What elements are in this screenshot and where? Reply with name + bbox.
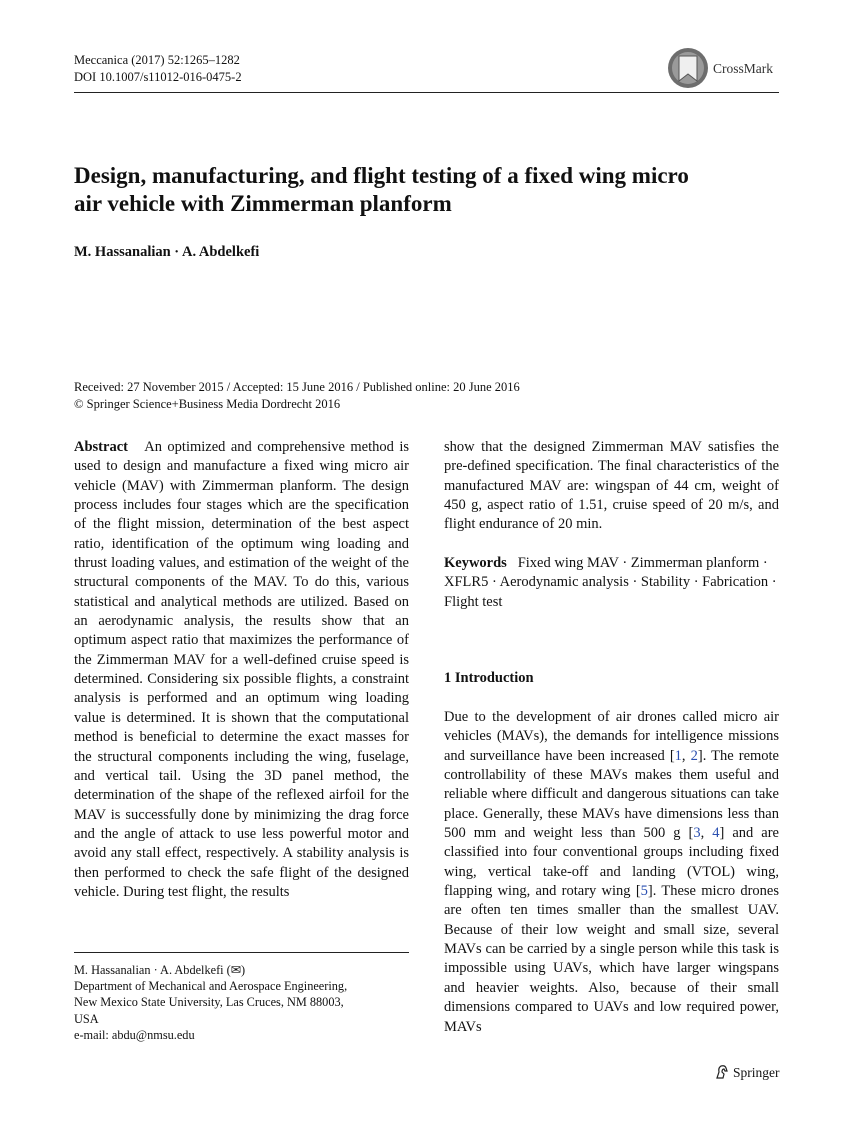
crossmark-badge[interactable] bbox=[667, 47, 779, 91]
footnote-authors: M. Hassanalian · A. Abdelkefi (✉) bbox=[74, 963, 246, 977]
footnote-university: New Mexico State University, Las Cruces, NM 88003, bbox=[74, 995, 344, 1010]
abstract-heading: Abstract bbox=[74, 439, 128, 455]
citation-link[interactable]: 1 bbox=[674, 747, 682, 764]
abstract-text: An optimized and comprehensive method is used to design and manufacture a fixed wing micro air vehicle (MAV) with Zimmerman planform. The design process includes four stages which are the specification of the flight mission, determination of the best aspect ratio, identification of the optimum wing loading and thrust loading values, and estimation of the weight of the structural components of the MAV. To do this, various statistical and analytical methods are utilized. Based on an aerodynamic analysis, the results show that an optimum aspect ratio that maximizes the performance of the Zimmerman MAV for a well-defined cruise speed is determined. Considering six possible flights, a constraint analysis is performed and an optimum wing loading value is determined. It is shown that the computational method is beneficial to determine the exact masses for the structural components including the wing, fuselage, and vertical tail. Using the 3D panel method, the determination of the shape of the reflexed airfoil for the MAV is successfully done by minimizing the drag force and the angle of attack to use less powerful motor and avoid any stall effect, respectively. A stability analysis is then performed to check the safe flight of the designed vehicle. During test flight, the results bbox=[74, 439, 409, 900]
keywords-heading: Keywords bbox=[444, 555, 507, 571]
intro-text-4: , bbox=[700, 825, 713, 842]
abstract-left bbox=[74, 438, 409, 902]
doi[interactable]: DOI 10.1007/s11012-016-0475-2 bbox=[74, 70, 242, 84]
abstract-right bbox=[444, 438, 779, 535]
copyright: © Springer Science+Business Media Dordrecht 2016 bbox=[74, 397, 341, 411]
footnote-email[interactable]: e-mail: abdu@nmsu.edu bbox=[74, 1027, 195, 1042]
journal-info bbox=[74, 52, 242, 86]
author-affiliation bbox=[74, 962, 414, 1043]
introduction-text bbox=[444, 708, 779, 1037]
author-list: M. Hassanalian · A. Abdelkefi bbox=[74, 244, 260, 260]
keywords bbox=[444, 554, 779, 612]
footnote-country: USA bbox=[74, 1011, 99, 1026]
intro-text-2: , bbox=[681, 747, 691, 764]
footnote-department: Department of Mechanical and Aerospace Engineering, bbox=[74, 979, 348, 994]
section-heading-introduction: 1 Introduction bbox=[444, 670, 534, 686]
abstract-text-continued: show that the designed Zimmerman MAV satisfies the pre-defined specification. The final characteristics of the manufactured MAV are: wingspan of 44 cm, weight of 450 g, aspect ratio of 1.51, cruise speed of 20 m/s, and flight endurance of 20 min. bbox=[444, 439, 779, 533]
crossmark-icon bbox=[667, 47, 709, 89]
article-title: Design, manufacturing, and flight testing of a fixed wing micro air vehicle with Zimmerman planform bbox=[74, 163, 689, 216]
history-dates: Received: 27 November 2015 / Accepted: 15 June 2016 / Published online: 20 June 2016 bbox=[74, 380, 520, 394]
footnote-rule bbox=[74, 952, 409, 953]
intro-text-3: ]. The remote controllability of these MAVs makes them useful and reliable where difficult and dangerous situations can take place. Generally, these MAVs have dimensions less than 500 mm and weight less than 500 g [ bbox=[444, 747, 779, 842]
header-rule bbox=[74, 92, 779, 93]
citation-link[interactable]: 3 bbox=[693, 825, 701, 842]
journal-citation: Meccanica (2017) 52:1265–1282 bbox=[74, 53, 240, 67]
springer-horse-icon bbox=[714, 1064, 730, 1080]
intro-text-6: ]. These micro drones are often ten times smaller than the smallest UAV. Because of their low weight and small size, several MAVs can be carried by a single person while this task is impossible using UAVs, which have larger wingspans and heavier weights. Also, because of their small dimensions compared to UAVs and low required power, MAVs bbox=[444, 883, 779, 1035]
intro-text-1: Due to the development of air drones called micro air vehicles (MAVs), the demands for intelligence missions and surveillance have been increased [ bbox=[444, 709, 779, 764]
crossmark-label: CrossMark bbox=[713, 61, 773, 76]
citation-link[interactable]: 2 bbox=[690, 747, 698, 764]
citation-link[interactable]: 4 bbox=[712, 825, 720, 842]
publisher-name: Springer bbox=[733, 1065, 780, 1080]
intro-text-5: ] and are classified into four conventional groups including fixed wing, vertical take-off and landing (VTOL) wing, flapping wing, and rotary wing [ bbox=[444, 825, 779, 900]
publisher-mark bbox=[714, 1064, 780, 1081]
citation-link[interactable]: 5 bbox=[640, 883, 648, 900]
article-history bbox=[74, 379, 520, 413]
keywords-text: Fixed wing MAV · Zimmerman planform · XFLR5 · Aerodynamic analysis · Stability · Fabrication · Flight test bbox=[444, 555, 777, 610]
